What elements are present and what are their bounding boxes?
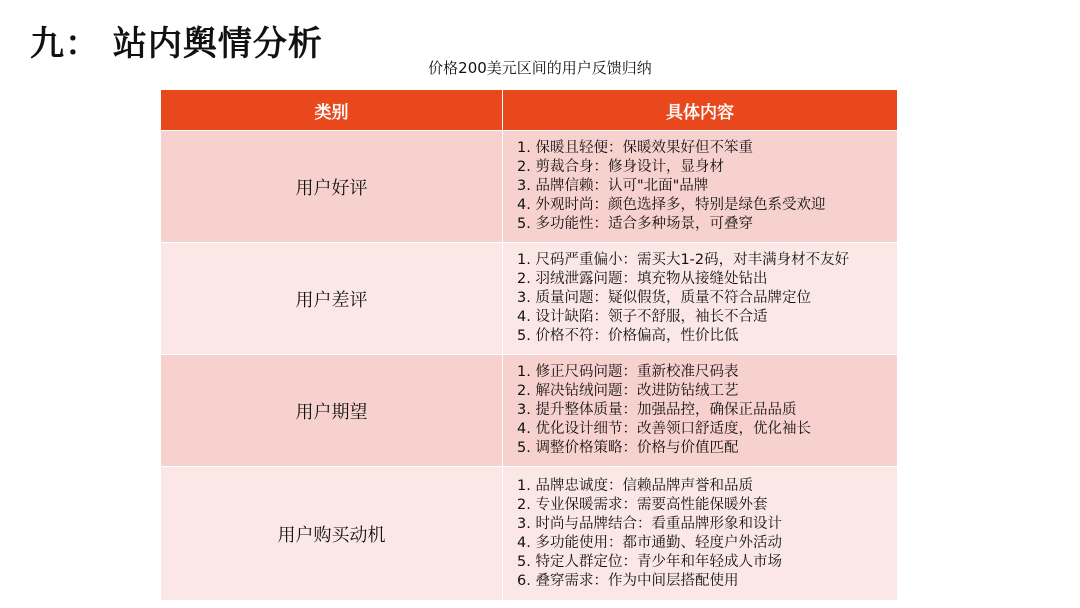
table-row [161, 467, 898, 601]
list-item: 1. 保暖且轻便：保暖效果好但不笨重 [517, 140, 753, 156]
list-item: 3. 时尚与品牌结合：看重品牌形象和设计 [517, 515, 782, 532]
list-item: 4. 设计缺陷：领子不舒服，袖长不合适 [517, 309, 768, 325]
slide-title: 九： 站内舆情分析 [30, 24, 323, 64]
list-item: 4. 外观时尚：颜色选择多，特别是绿色系受欢迎 [517, 197, 826, 213]
list-item: 1. 品牌忠诚度：信赖品牌声誉和品质 [517, 477, 753, 494]
list-item: 2. 羽绒泄露问题：填充物从接缝处钻出 [517, 271, 768, 287]
list-item: 2. 专业保暖需求：需要高性能保暖外套 [517, 496, 768, 513]
list-item: 1. 尺码严重偏小：需买大1-2码，对丰满身材不友好 [517, 252, 850, 268]
item-list [503, 251, 897, 346]
header-content: 具体内容 [503, 90, 898, 131]
table-header-row [161, 90, 898, 131]
list-item: 2. 剪裁合身：修身设计，显身材 [517, 159, 724, 175]
table-caption: 价格200美元区间的用户反馈归纳 [428, 59, 652, 77]
category-cell: 用户差评 [161, 243, 503, 355]
list-item: 5. 价格不符：价格偏高，性价比低 [517, 328, 739, 344]
table-row [161, 355, 898, 467]
list-item: 3. 品牌信赖：认可"北面"品牌 [517, 178, 709, 194]
category-cell: 用户期望 [161, 355, 503, 467]
list-item: 5. 多功能性：适合多种场景，可叠穿 [517, 216, 753, 232]
category-cell: 用户好评 [161, 131, 503, 243]
header-category: 类别 [161, 90, 503, 131]
content-cell [503, 467, 898, 601]
table-row [161, 131, 898, 243]
feedback-table [160, 89, 898, 601]
list-item: 4. 多功能使用：都市通勤、轻度户外活动 [517, 534, 782, 551]
list-item: 5. 特定人群定位：青少年和年轻成人市场 [517, 553, 782, 570]
list-item: 2. 解决钻绒问题：改进防钻绒工艺 [517, 383, 739, 399]
list-item: 6. 叠穿需求：作为中间层搭配使用 [517, 572, 739, 589]
list-item: 5. 调整价格策略：价格与价值匹配 [517, 440, 739, 456]
item-list [503, 477, 897, 591]
list-item: 3. 提升整体质量：加强品控，确保正品品质 [517, 402, 797, 418]
item-list [503, 363, 897, 458]
content-cell [503, 355, 898, 467]
category-cell: 用户购买动机 [161, 467, 503, 601]
content-cell [503, 131, 898, 243]
list-item: 1. 修正尺码问题：重新校准尺码表 [517, 364, 739, 380]
list-item: 4. 优化设计细节：改善领口舒适度，优化袖长 [517, 421, 811, 437]
table-row [161, 243, 898, 355]
list-item: 3. 质量问题：疑似假货，质量不符合品牌定位 [517, 290, 811, 306]
content-cell [503, 243, 898, 355]
item-list [503, 139, 897, 234]
